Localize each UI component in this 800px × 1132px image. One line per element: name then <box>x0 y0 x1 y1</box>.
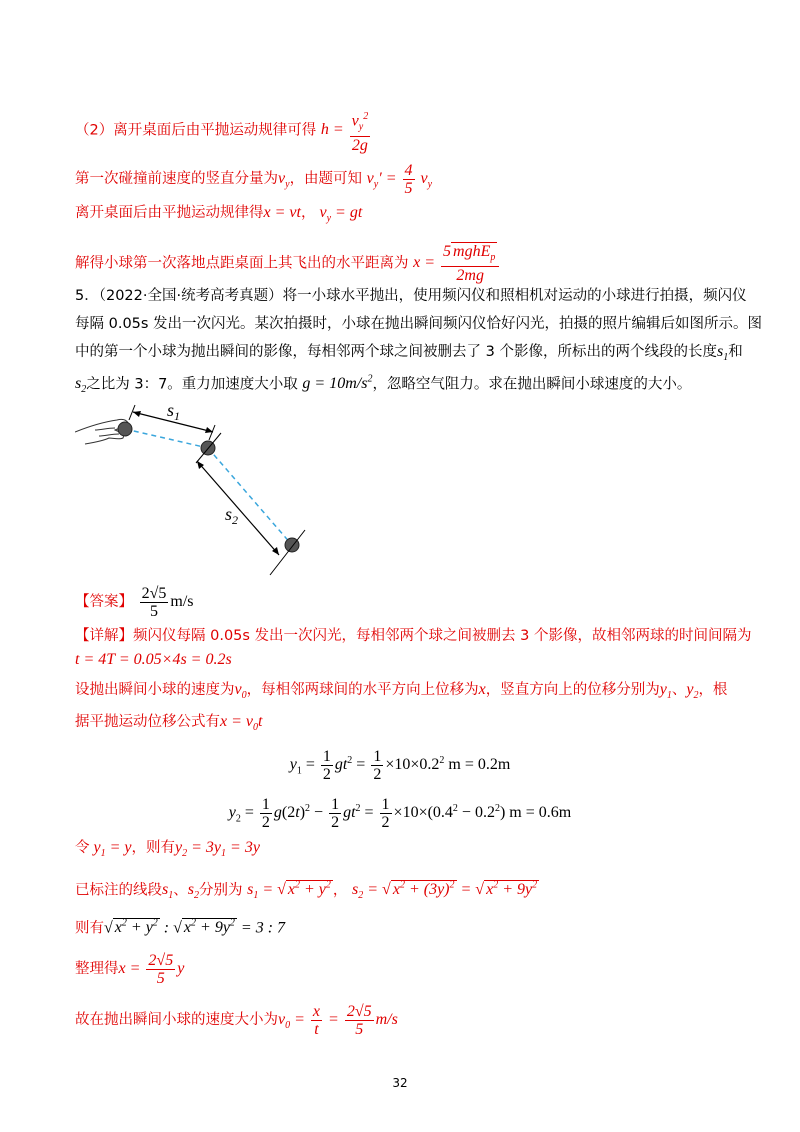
symbol-s2: $s_2$ <box>75 375 87 396</box>
symbol-y2: $y_2$ <box>686 681 699 702</box>
problem-text4b: ，忽略空气阻力。求在抛出瞬间小球速度的大小。 <box>372 376 692 393</box>
formula-s1: $s_1$ = √ $x^2 + y^2$ <box>247 880 331 902</box>
detail-line8 <box>75 952 184 987</box>
formula-x-result: x = $\frac{5 mghE_p}{2mg}$ <box>413 254 501 271</box>
equation-y1: $y_1$ = $\frac{1}{2}$ $gt^2$ = $\frac{1}{2}$ $\times 10\times 0.2^2$ m = 0.2m <box>289 748 511 783</box>
detail-text7: 则有 <box>75 920 104 937</box>
s2-label: $s_2$ <box>225 504 239 527</box>
part2-text4: 解得小球第一次落地点距桌面上其飞出的水平距离为 <box>75 255 409 272</box>
dashed-segment-1 <box>125 429 208 448</box>
part2-line1 <box>75 108 372 154</box>
symbol-s1b: $s_1$ <box>162 881 174 902</box>
projectile-figure <box>75 400 315 580</box>
detail-line6: 已标注的线段$s_1$、$s_2$分别为 $s_1$ = √ $x^2 + y^2$ ， $s_2$ = √ $x^2 + (3y)^2$ = √ $x^2 + 9y^2$ <box>75 880 538 902</box>
formula-vy: $v_y$ <box>278 170 290 191</box>
problem-text4: 之比为 3：7。重力加速度大小取 <box>86 376 298 393</box>
equation-y2: $y_2$ = $\frac{1}{2}$ $g(2t)^2$ − $\frac{1}{2}$ $gt^2$ = $\frac{1}{2}$ $\times 10\times(0.4^2 - 0.2^2) m = 0.6m$ <box>228 796 572 831</box>
formula-g: $g = 10m/s^2$ <box>302 374 373 393</box>
problem-text3: 中的第一个小球为抛出瞬间的影像，每相邻两个球之间被删去了 3 个影像，所标出的两个线段的长度 <box>75 344 717 360</box>
detail-text5b: ，则有 <box>131 840 176 856</box>
s2-arrow <box>197 461 279 555</box>
formula-y1-y: $y_1 = y$ <box>89 839 132 860</box>
formula-vy-prime: $v_y'$ = $\frac{4}{5}$ $v_y$ <box>366 162 433 197</box>
detail-line4 <box>75 712 262 738</box>
problem-line1: 5．（2022·全国·统考高考真题）将一小球水平抛出，使用频闪仪和照相机对运动的小球进行拍摄，频闪仪 <box>75 288 747 304</box>
formula-ratio: √ $x^2 + y^2$ : √ $x^2 + 9y^2 = 3$ : 7 <box>104 918 286 937</box>
answer-tag: 【答案】 <box>75 594 133 611</box>
problem-line4 <box>75 370 691 401</box>
detail-line3 <box>75 680 727 706</box>
answer-unit: m/s <box>170 593 194 611</box>
problem-text3b: 和 <box>728 344 743 360</box>
part2-text3b: ， <box>300 205 316 221</box>
part2-line3 <box>75 203 362 229</box>
formula-x-v0t: $x = v_0t$ <box>220 713 263 734</box>
detail-line2: t = 4T = 0.05×4s = 0.2s <box>75 651 232 668</box>
detail-text6b: 、 <box>173 882 188 899</box>
dashed-segment-2 <box>208 448 292 545</box>
formula-x-vt: x = vt <box>263 204 301 221</box>
part2-line2 <box>75 162 432 197</box>
ball-1 <box>118 422 132 436</box>
detail-line5 <box>75 838 260 864</box>
detail-text9: 故在抛出瞬间小球的速度大小为 <box>75 1012 278 1029</box>
symbol-x: x <box>478 681 486 698</box>
problem-line3 <box>75 342 743 368</box>
formula-s2: $s_2$ = √ $x^2 + (3y)^2$ = √ $x^2 + 9y^2$ <box>352 880 538 902</box>
detail-text3e: ，根 <box>698 682 728 698</box>
answer-line <box>75 585 194 620</box>
detail-text3c: ，竖直方向上的位移分别为 <box>485 682 660 698</box>
part2-text3: 离开桌面后由平抛运动规律得 <box>75 205 264 221</box>
detail-text8: 整理得 <box>75 961 119 978</box>
formula-vy-gt: $v_y$ = gt <box>315 204 363 225</box>
part2-line4 <box>75 243 501 284</box>
s1-label: $s_1$ <box>167 400 181 423</box>
detail-text5: 令 <box>75 840 90 856</box>
symbol-s2b: $s_2$ <box>187 881 199 902</box>
detail-text1: 频闪仪每隔 0.05s 发出一次闪光，每相邻两个球之间被删去 3 个影像，故相邻两球的时间间隔为 <box>133 628 752 644</box>
detail-line9 <box>75 1003 398 1038</box>
symbol-y1: $y_1$ <box>659 681 672 702</box>
formula-y2-3y: $y_2 = 3y_1 = 3y$ <box>175 839 260 860</box>
part2-label: （2）离开桌面后由平抛运动规律可得 <box>75 122 317 139</box>
detail-text3d: 、 <box>671 682 687 698</box>
detail-text6a: 已标注的线段 <box>75 882 162 899</box>
detail-text6c: 分别为 <box>198 882 243 899</box>
part2-text2b: ，由题可知 <box>289 171 363 188</box>
symbol-s1: $s_1$ <box>716 343 729 364</box>
detail-text3b: ，每相邻两球间的水平方向上位移为 <box>246 682 479 698</box>
formula-x-result2: x = $\frac{2√5}{5}$ y <box>118 952 185 987</box>
detail-line7 <box>75 914 285 938</box>
formula-v0-result: $v_0$ = $\frac{x}{t}$ = $\frac{2√5}{5}$ m/s <box>278 1003 398 1038</box>
detail-line1 <box>75 626 752 646</box>
page-number: 32 <box>392 1076 408 1090</box>
formula-h: h = $\frac{v_y^2}{2g}$ <box>321 121 372 138</box>
answer-value: $\frac{2√5}{5}$ m/s <box>141 585 194 620</box>
detail-text4: 据平抛运动位移公式有 <box>75 714 220 730</box>
detail-text3a: 设抛出瞬间小球的速度为 <box>75 682 235 698</box>
symbol-v0: $v_0$ <box>234 681 247 702</box>
problem-line2: 每隔 0.05s 发出一次闪光。某次拍摄时，小球在抛出瞬间频闪仪恰好闪光，拍摄的照片编辑后如图所示。图 <box>75 316 763 332</box>
detail-tag: 【详解】 <box>75 628 133 644</box>
part2-text2: 第一次碰撞前速度的竖直分量为 <box>75 171 278 188</box>
